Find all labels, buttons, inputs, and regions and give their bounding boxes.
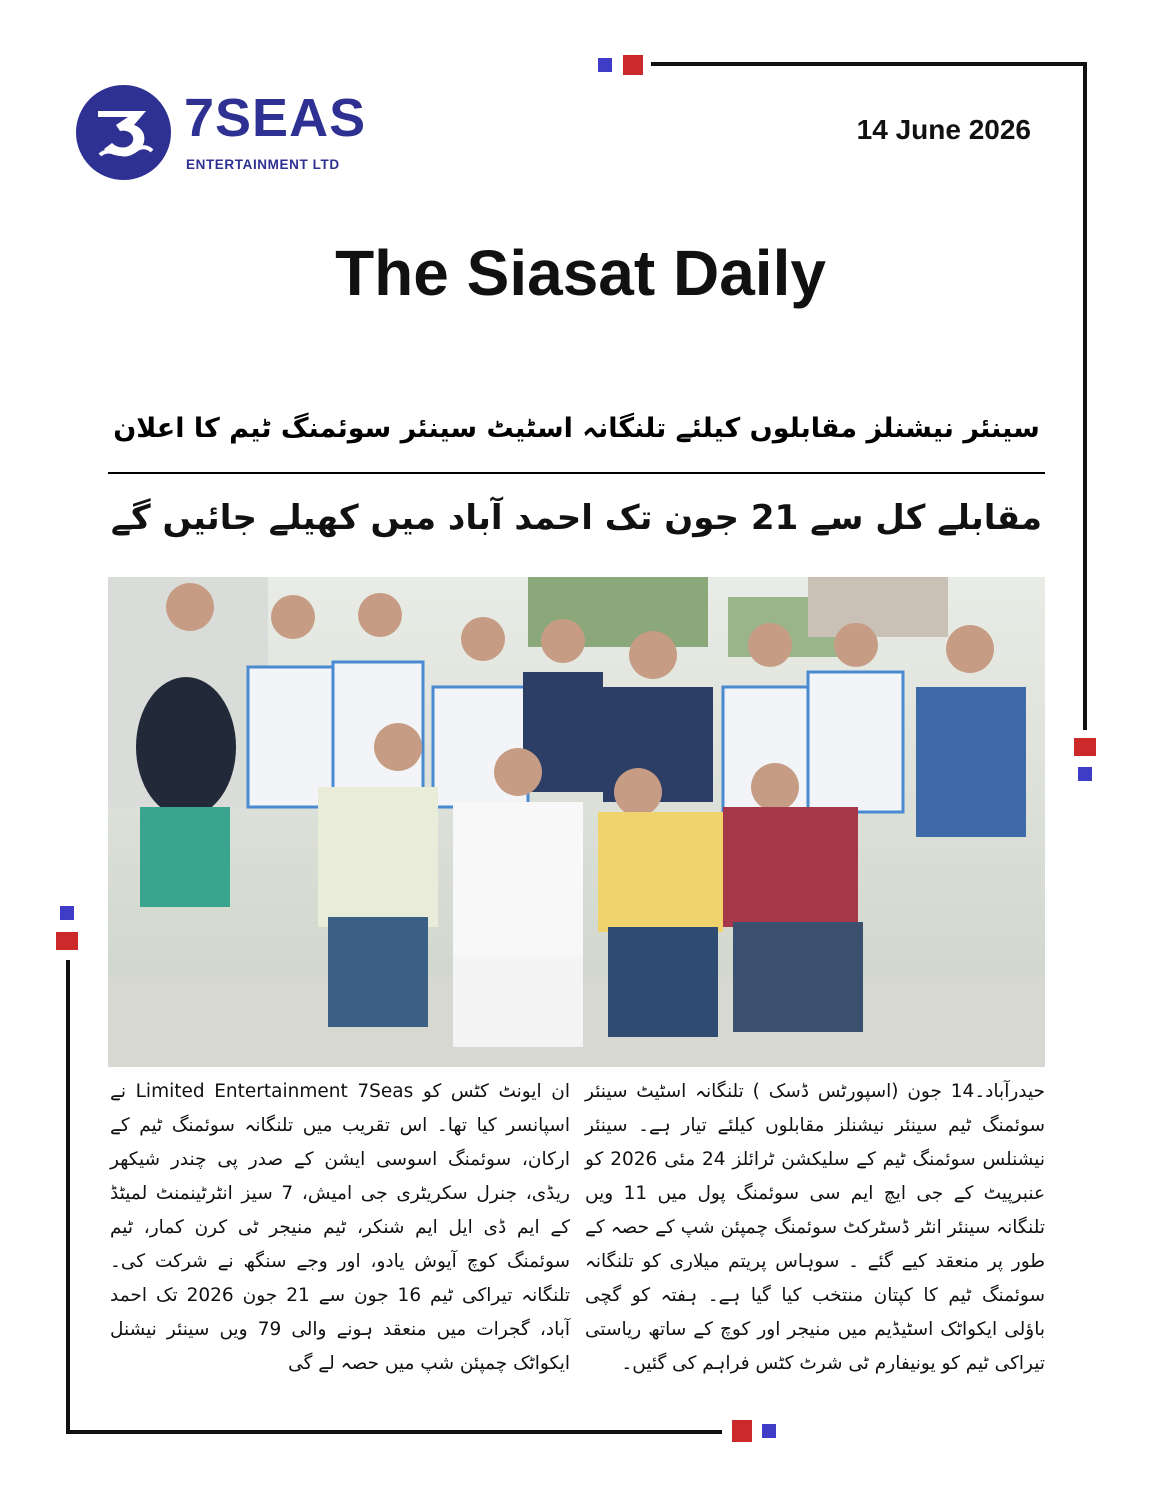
headline-divider [108,472,1045,474]
accent-square [60,906,74,920]
company-logo [76,85,376,181]
frame-top-line [651,62,1087,66]
frame-bottom-line [66,1430,722,1434]
article-column-right: حیدرآباد۔14 جون (اسپورٹس ڈسک ) تلنگانہ اسٹیٹ سینئر سوئمنگ ٹیم سینئر نیشنلز مقابلوں کیلئے تیار ہے۔ سینئر نیشنلس سوئمنگ ٹیم کے سلیکشن ٹرائلز 24 مئی 2026 کو عنبرپیٹ کے جی ایچ ایم سی سوئمنگ پول میں 11 ویں تلنگانہ سینئر انٹر ڈسٹرکٹ سوئمنگ چمپئن شپ کے حصہ کے طور پر منعقد کیے گئے ۔ سوہاس پریتم میلاری کو تلنگانہ سوئمنگ ٹیم کا کپتان منتخب کیا گیا ہے۔ ہفتہ کو گچی باؤلی ایکواٹک اسٹیڈیم میں منیجر اور کوچ کے ساتھ ریاستی تیراکی ٹیم کو یونیفارم ٹی شرٹ کٹس فراہم کی گئیں۔ [585,1081,1045,1374]
team-photo [108,577,1045,1067]
accent-square [1074,738,1096,756]
article-column-left: ان ایونٹ کٹس کو Limited Entertainment 7Seas نے اسپانسر کیا تھا۔ اس تقریب میں تلنگانہ سوئمنگ ٹیم کے ارکان، سوئمنگ اسوسی ایشن کے صدر پی چندر شیکھر ریڈی، جنرل سکریٹری جی امیش، 7 سیز انٹرٹینمنٹ لمیٹڈ کے ایم ڈی ایل ایم شنکر، ٹیم منیجر ٹی کرن کمار، ٹیم سوئمنگ کوچ آیوش یادو، اور وجے سنگھ نے شرکت کی۔ تلنگانہ تیراکی ٹیم 16 جون سے 21 جون 2026 تک احمد آباد، گجرات میں منعقد ہونے والی 79 ویں سینئر نیشنل ایکواٹک چمپئن شپ میں حصہ لے گی [110,1081,571,1374]
frame-right-line [1083,62,1087,730]
publication-date: 14 June 2026 [856,114,1031,145]
accent-square [623,55,643,75]
accent-square [1078,767,1092,781]
logo-subtitle: ENTERTAINMENT LTD [186,157,340,172]
article-headline: سینئر نیشنلز مقابلوں کیلئے تلنگانہ اسٹیٹ سینئر سوئمنگ ٹیم کا اعلان [113,413,1040,444]
7s-wave-logo-icon [76,85,171,180]
accent-square [56,932,78,950]
newspaper-title: The Siasat Daily [335,237,826,309]
article-subheadline: مقابلے کل سے 21 جون تک احمد آباد میں کھیلے جائیں گے [110,498,1043,538]
accent-square [762,1424,776,1438]
logo-name: 7SEAS [184,88,367,148]
article-header [108,390,1045,554]
frame-left-line [66,960,70,1434]
accent-square [732,1420,752,1442]
accent-square [598,58,612,72]
